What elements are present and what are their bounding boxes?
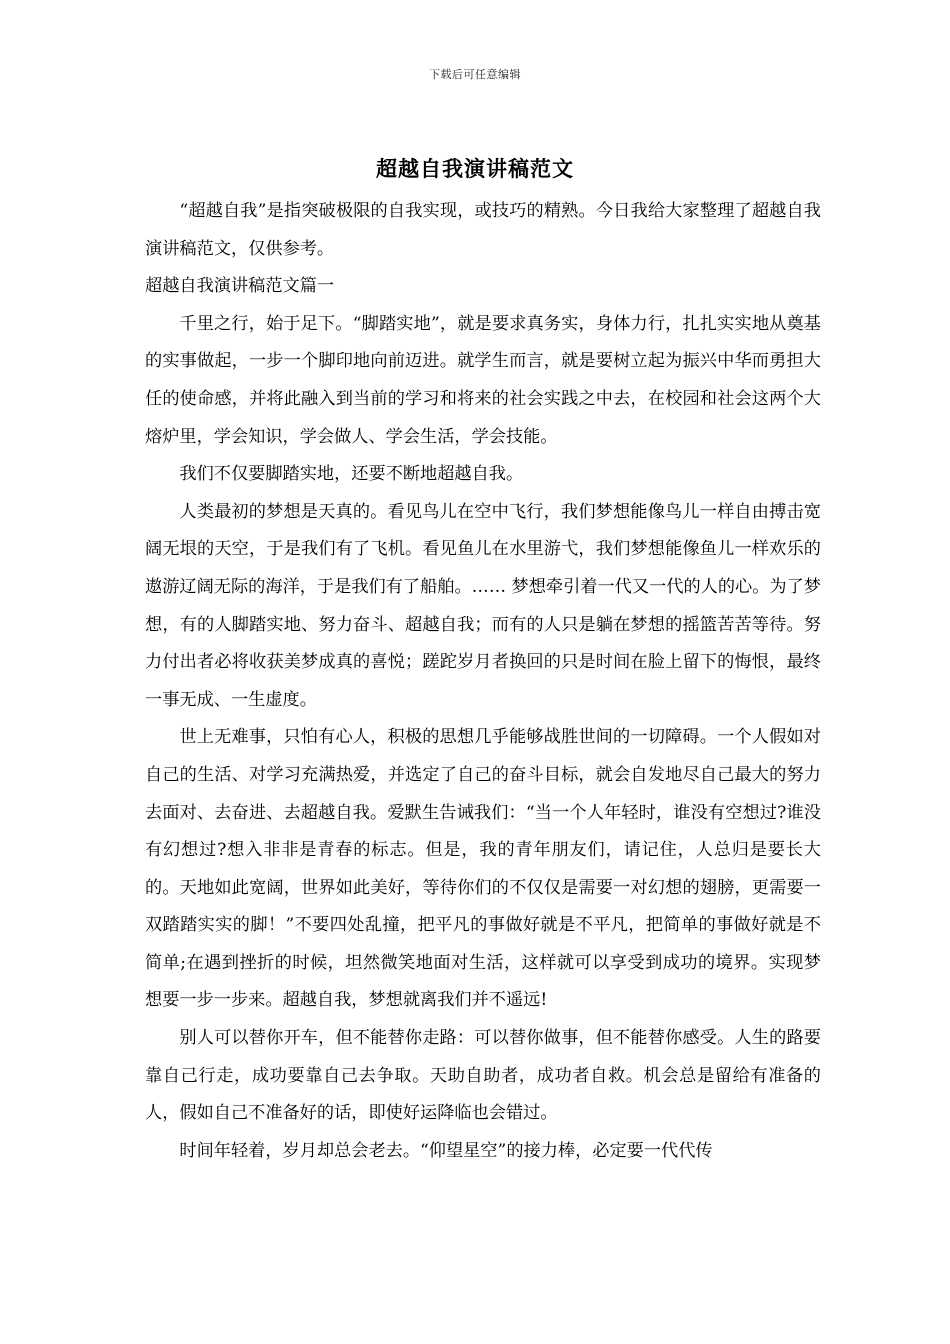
paragraph: 时间年轻着，岁月却总会老去。“仰望星空”的接力棒，必定要一代代传 (179, 1140, 713, 1161)
paragraph: 千里之行，始于足下。“脚踏实地”，就是要求真务实，身体力行，扎扎实实地从奠基的实事做起，一步一个脚印地向前迈进。就学生而言，就是要树立起为振兴中华而勇担大任的使命感，并将此融入到当前的学习和将来的社会实践之中去，在校园和社会这两个大熔炉里，学会知识，学会做人、学会生活，学会技能。 (145, 313, 821, 447)
paragraph: 人类最初的梦想是天真的。看见鸟儿在空中飞行，我们梦想能像鸟儿一样自由搏击宽阔无垠的天空，于是我们有了飞机。看见鱼儿在水里游弋，我们梦想能像鱼儿一样欢乐的遨游辽阔无际的海洋，于是我们有了船舶。…… 梦想牵引着一代又一代的人的心。为了梦想，有的人脚踏实地、努力奋斗、超越自我；而有的人只是躺在梦想的摇篮苦苦等待。努力付出者必将收获美梦成真的喜悦；蹉跎岁月者换回的只是时间在脸上留下的悔恨，最终一事无成、一生虚度。 (145, 501, 821, 710)
section-heading: 超越自我演讲稿范文篇一 (145, 276, 335, 297)
paragraph: 世上无难事，只怕有心人，积极的思想几乎能够战胜世间的一切障碍。一个人假如对自己的生活、对学习充满热爱，并选定了自己的奋斗目标，就会自发地尽自己最大的努力去面对、去奋进、去超越自我。爱默生告诫我们：“当一个人年轻时，谁没有空想过?谁没有幻想过?想入非非是青春的标志。但是，我的青年朋友们，请记住，人总归是要长大的。天地如此宽阔，世界如此美好，等待你们的不仅仅是需要一对幻想的翅膀，更需要一双踏踏实实的脚！”不要四处乱撞，把平凡的事做好就是不平凡，把简单的事做好就是不简单;在遇到挫折的时候，坦然微笑地面对生活，这样就可以享受到成功的境界。实现梦想要一步一步来。超越自我，梦想就离我们并不遥远! (145, 727, 821, 1011)
paragraph-intro: “超越自我”是指突破极限的自我实现，或技巧的精熟。今日我给大家整理了超越自我演讲稿范文，仅供参考。 (145, 201, 821, 259)
document-title: 超越自我演讲稿范文 (376, 156, 574, 181)
paragraph: 我们不仅要脚踏实地，还要不断地超越自我。 (179, 464, 524, 485)
document-body (145, 193, 821, 1170)
paragraph: 别人可以替你开车，但不能替你走路：可以替你做事，但不能替你感受。人生的路要靠自己行走，成功要靠自己去争取。天助自助者，成功者自救。机会总是留给有准备的人，假如自己不准备好的话，即使好运降临也会错过。 (145, 1028, 821, 1124)
header-note: 下载后可任意编辑 (429, 68, 521, 81)
